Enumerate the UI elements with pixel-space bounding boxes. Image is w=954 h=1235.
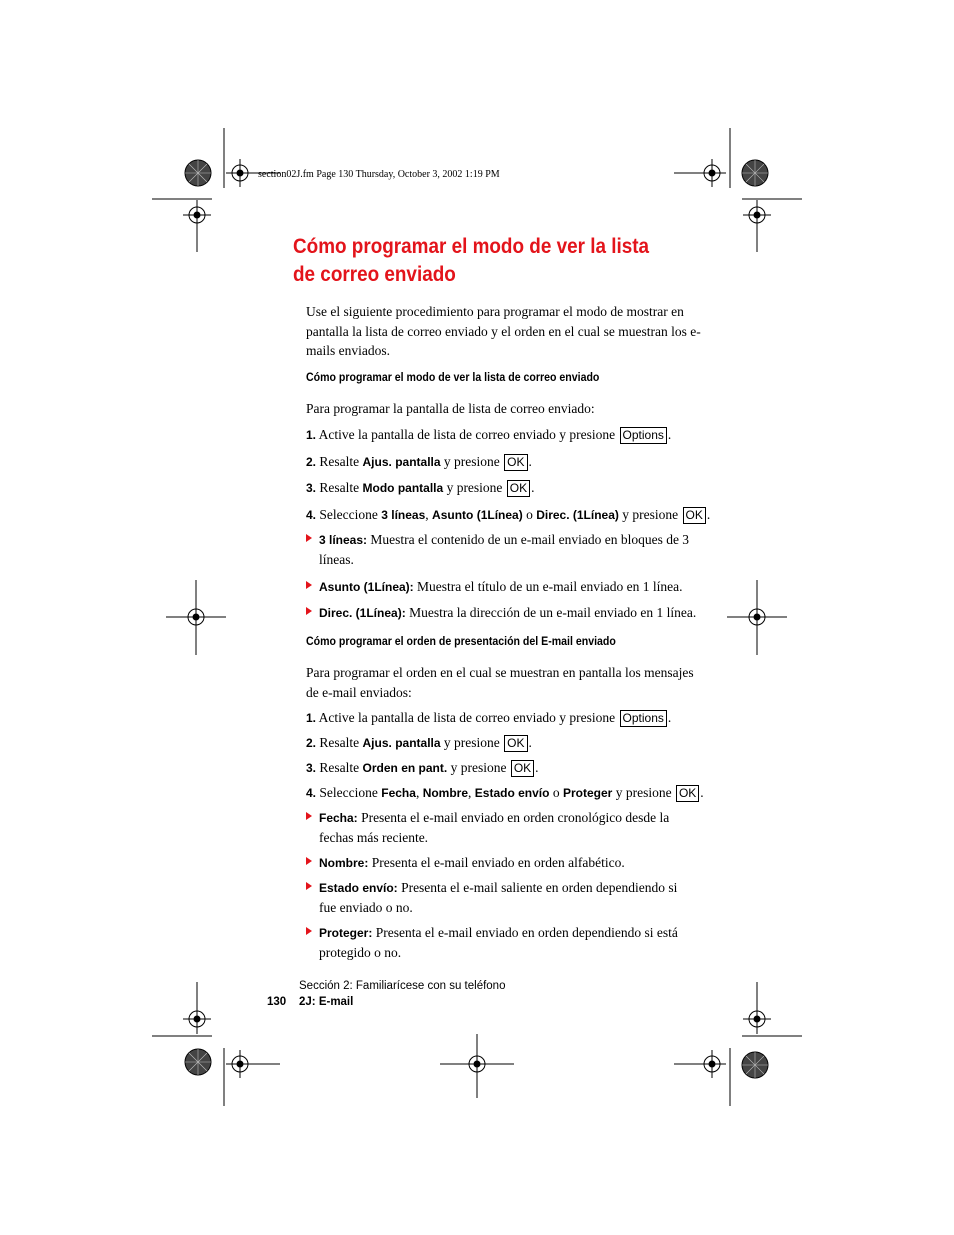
bullet-text: Presenta el e-mail enviado en orden alfabético. bbox=[371, 855, 625, 870]
bullet-term: Estado envío: bbox=[319, 881, 398, 895]
menu-option: Orden en pant. bbox=[362, 761, 448, 775]
star-target-icon bbox=[742, 160, 768, 186]
softkey-label: OK bbox=[504, 735, 527, 752]
step-item: 3. Resalte Orden en pant. y presione OK . bbox=[306, 760, 539, 775]
triangle-bullet-icon bbox=[306, 882, 312, 890]
footer-section: Sección 2: Familiarícese con su teléfono bbox=[299, 980, 506, 992]
section-heading: Cómo programar el modo de ver la lista de correo enviado bbox=[306, 372, 600, 384]
step-number: 1. bbox=[306, 428, 317, 442]
step-text: Active la pantalla de lista de correo enviado y presione bbox=[318, 427, 616, 442]
triangle-bullet-icon bbox=[306, 812, 312, 820]
menu-option: 3 líneas bbox=[381, 508, 426, 522]
triangle-bullet-icon bbox=[306, 534, 312, 542]
softkey-label: OK bbox=[511, 760, 534, 777]
menu-option: Proteger bbox=[562, 786, 613, 800]
section-lead: Para programar el orden en el cual se muestran en pantalla los mensajes de e-mail enviados: bbox=[306, 665, 694, 700]
bullet-item bbox=[306, 878, 696, 918]
menu-option: Direc. (1Línea) bbox=[536, 508, 619, 522]
softkey-label: OK bbox=[683, 507, 706, 524]
bullet-item bbox=[306, 577, 696, 597]
step-number: 2. bbox=[306, 455, 317, 469]
step-item: 4. Seleccione 3 líneas, Asunto (1Línea) o Direc. (1Línea) y presione OK . bbox=[306, 507, 711, 522]
bullet-item bbox=[306, 808, 696, 848]
triangle-bullet-icon bbox=[306, 927, 312, 935]
bullet-item bbox=[306, 923, 696, 963]
menu-option: Ajus. pantalla bbox=[362, 455, 441, 469]
bullet-text: Muestra el contenido de un e-mail enviado en bloques de 3 líneas. bbox=[319, 532, 690, 567]
step-number: 4. bbox=[306, 508, 317, 522]
bullet-item bbox=[306, 853, 696, 873]
step-number: 3. bbox=[306, 481, 317, 495]
bullet-term: 3 líneas: bbox=[319, 533, 368, 547]
bullet-term: Proteger: bbox=[319, 926, 373, 940]
step-number: 2. bbox=[306, 736, 317, 750]
bullet-term: Asunto (1Línea): bbox=[319, 580, 414, 594]
step-number: 4. bbox=[306, 786, 317, 800]
bullet-text: Presenta el e-mail enviado en orden cronológico desde la fechas más reciente. bbox=[319, 810, 670, 845]
star-target-icon bbox=[185, 160, 211, 186]
triangle-bullet-icon bbox=[306, 857, 312, 865]
star-target-icon bbox=[742, 1052, 768, 1078]
step-item: 4. Seleccione Fecha, Nombre, Estado envío o Proteger y presione OK . bbox=[306, 785, 704, 800]
softkey-label: Options bbox=[620, 427, 667, 444]
page-number: 130 bbox=[267, 996, 287, 1008]
bullet-item bbox=[306, 530, 696, 570]
bullet-term: Direc. (1Línea): bbox=[319, 606, 406, 620]
softkey-label: OK bbox=[507, 480, 530, 497]
bullet-item bbox=[306, 603, 696, 623]
menu-option: Asunto (1Línea) bbox=[432, 508, 523, 522]
softkey-label: OK bbox=[504, 454, 527, 471]
bullet-text: Muestra el título de un e-mail enviado en 1 línea. bbox=[417, 579, 683, 594]
step-item: 2. Resalte Ajus. pantalla y presione OK . bbox=[306, 454, 532, 469]
menu-option: Modo pantalla bbox=[362, 481, 444, 495]
triangle-bullet-icon bbox=[306, 607, 312, 615]
step-number: 3. bbox=[306, 761, 317, 775]
menu-option: Nombre bbox=[422, 786, 469, 800]
step-item: 3. Resalte Modo pantalla y presione OK . bbox=[306, 480, 535, 495]
triangle-bullet-icon bbox=[306, 581, 312, 589]
file-info-header: section02J.fm Page 130 Thursday, October 3, 2002 1:19 PM bbox=[258, 169, 500, 180]
page-title: Cómo programar el modo de ver la lista de correo enviado bbox=[293, 235, 650, 286]
step-item: 1. Active la pantalla de lista de correo enviado y presione Options . bbox=[306, 710, 672, 725]
bullet-text: Presenta el e-mail enviado en orden dependiendo si está protegido o no. bbox=[319, 925, 678, 960]
bullet-term: Fecha: bbox=[319, 811, 358, 825]
step-item: 2. Resalte Ajus. pantalla y presione OK . bbox=[306, 735, 532, 750]
softkey-label: OK bbox=[676, 785, 699, 802]
intro-paragraph: Use el siguiente procedimiento para programar el modo de mostrar en pantalla la lista de correo enviado y el orden en el cual se muestran los e-mails enviados. bbox=[306, 304, 701, 358]
section-heading: Cómo programar el orden de presentación del E-mail enviado bbox=[306, 636, 616, 648]
footer-chapter: 2J: E-mail bbox=[299, 996, 354, 1008]
section-lead: Para programar la pantalla de lista de correo enviado: bbox=[306, 401, 595, 416]
menu-option: Fecha bbox=[381, 786, 416, 800]
bullet-text: Presenta el e-mail saliente en orden dependiendo si fue enviado o no. bbox=[319, 880, 678, 915]
step-item: 1. Active la pantalla de lista de correo enviado y presione Options . bbox=[306, 427, 672, 442]
bullet-text: Muestra la dirección de un e-mail enviado en 1 línea. bbox=[409, 605, 697, 620]
step-number: 1. bbox=[306, 711, 317, 725]
menu-option: Estado envío bbox=[474, 786, 550, 800]
menu-option: Ajus. pantalla bbox=[362, 736, 441, 750]
bullet-term: Nombre: bbox=[319, 856, 369, 870]
star-target-icon bbox=[185, 1049, 211, 1075]
softkey-label: Options bbox=[620, 710, 667, 727]
